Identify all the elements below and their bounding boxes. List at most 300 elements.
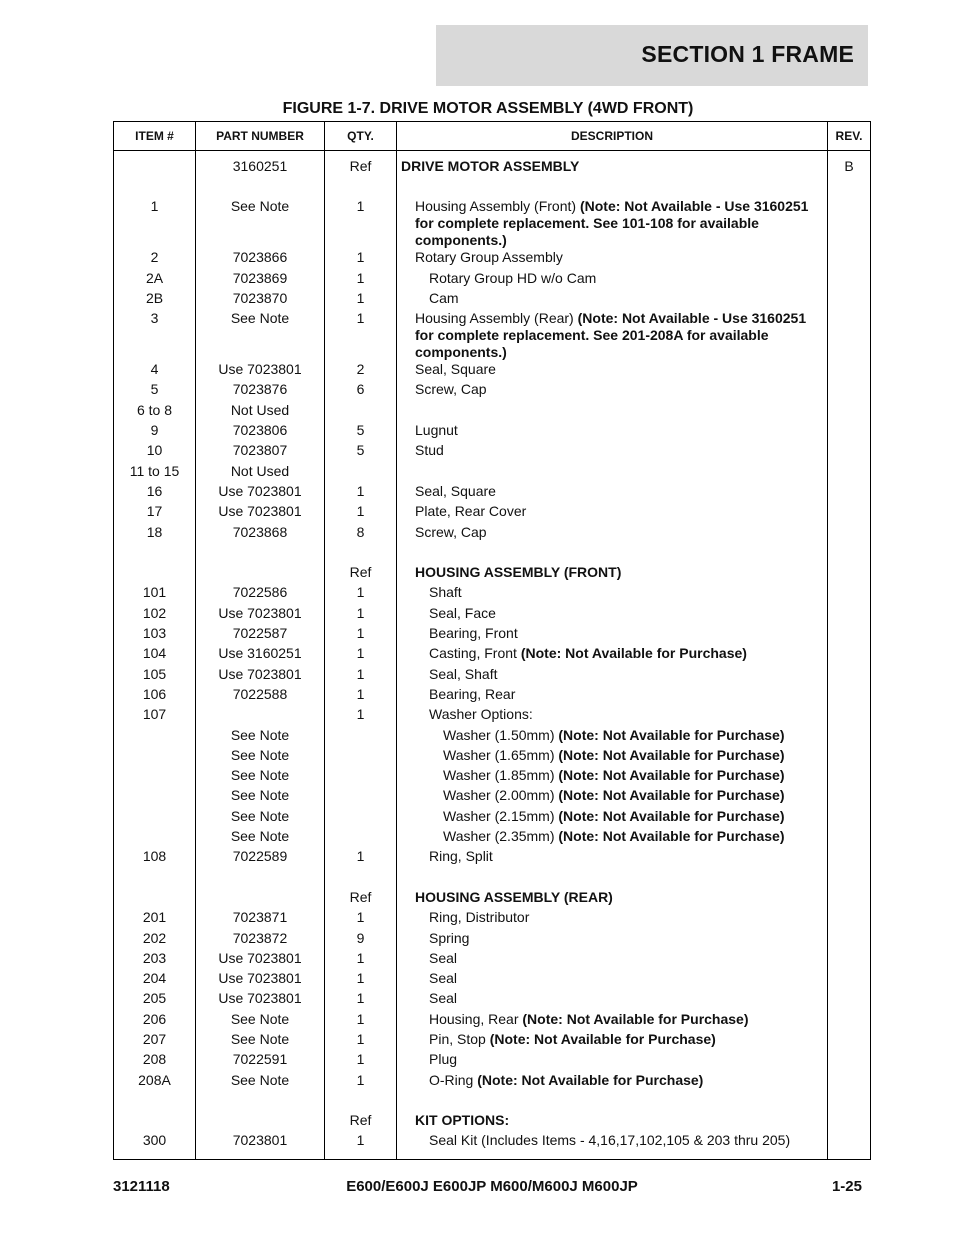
rev-cell	[828, 310, 871, 361]
description-bold: (Note: Not Available for Purchase)	[558, 828, 785, 845]
parts-table-body	[114, 151, 871, 1160]
description-cell	[397, 686, 828, 706]
description-cell	[397, 747, 828, 767]
qty-cell	[325, 747, 397, 767]
description-plain: Washer (1.85mm)	[443, 767, 559, 784]
item-cell	[114, 889, 196, 909]
rev-cell	[828, 990, 871, 1010]
rev-cell	[828, 625, 871, 645]
rev-cell	[828, 828, 871, 848]
description-text	[401, 747, 827, 764]
rev-cell	[828, 747, 871, 767]
part-number-cell: 7023871	[196, 909, 325, 929]
part-number-cell: Use 7023801	[196, 990, 325, 1010]
part-number-cell: 7023801	[196, 1132, 325, 1159]
description-text	[401, 249, 827, 266]
description-plain: Washer (1.50mm)	[443, 726, 559, 743]
description-cell	[397, 950, 828, 970]
description-bold: (Note: Not Available for Purchase)	[558, 787, 785, 804]
table-row	[114, 483, 871, 503]
description-plain: Pin, Stop	[429, 1030, 490, 1047]
qty-cell: 1	[325, 605, 397, 625]
item-cell	[114, 1092, 196, 1112]
description-cell	[397, 402, 828, 422]
description-plain: Washer Options:	[429, 706, 533, 723]
description-cell	[397, 848, 828, 868]
rev-cell	[828, 727, 871, 747]
qty-cell	[325, 178, 397, 198]
table-row	[114, 198, 871, 249]
description-text	[401, 767, 827, 784]
qty-cell: 8	[325, 524, 397, 544]
part-number-cell: 7023870	[196, 290, 325, 310]
description-text	[401, 666, 827, 683]
qty-cell: 1	[325, 270, 397, 290]
qty-cell: 1	[325, 950, 397, 970]
description-text	[401, 1132, 827, 1149]
qty-cell: 1	[325, 990, 397, 1010]
qty-cell: 5	[325, 422, 397, 442]
part-number-cell: 7023876	[196, 381, 325, 401]
description-plain: Washer (2.15mm)	[443, 807, 559, 824]
description-cell	[397, 767, 828, 787]
rev-cell	[828, 463, 871, 483]
table-row	[114, 787, 871, 807]
item-cell: 104	[114, 645, 196, 665]
description-text	[401, 483, 827, 500]
item-cell: 202	[114, 930, 196, 950]
description-bold: (Note: Not Available for Purchase)	[558, 746, 785, 763]
description-text	[401, 270, 827, 287]
column-header-qty: QTY.	[325, 122, 397, 151]
description-cell	[397, 503, 828, 523]
description-cell	[397, 564, 828, 584]
item-cell	[114, 564, 196, 584]
qty-cell: 1	[325, 1072, 397, 1092]
table-row	[114, 524, 871, 544]
description-bold: (Note: Not Available for Purchase)	[477, 1071, 704, 1088]
description-cell	[397, 706, 828, 726]
description-text	[401, 361, 827, 378]
table-row-spacer	[114, 178, 871, 198]
table-row	[114, 381, 871, 401]
rev-cell	[828, 666, 871, 686]
qty-cell: 1	[325, 198, 397, 249]
rev-cell	[828, 787, 871, 807]
part-number-cell: Use 3160251	[196, 645, 325, 665]
qty-cell: 1	[325, 503, 397, 523]
description-text	[401, 564, 827, 581]
part-number-cell	[196, 1092, 325, 1112]
part-number-cell: 7023807	[196, 442, 325, 462]
description-text	[401, 950, 827, 967]
item-cell: 205	[114, 990, 196, 1010]
table-row	[114, 402, 871, 422]
table-row	[114, 1011, 871, 1031]
description-text	[401, 1031, 827, 1048]
rev-cell	[828, 290, 871, 310]
item-cell: 208A	[114, 1072, 196, 1092]
item-cell: 105	[114, 666, 196, 686]
table-row	[114, 270, 871, 290]
item-cell: 18	[114, 524, 196, 544]
description-text	[401, 290, 827, 307]
qty-cell	[325, 787, 397, 807]
description-text	[401, 1072, 827, 1089]
footer-models: E600/E600J E600JP M600/M600J M600JP	[346, 1178, 638, 1195]
qty-cell: Ref	[325, 564, 397, 584]
description-cell	[397, 544, 828, 564]
description-plain: Seal, Square	[415, 361, 496, 378]
description-bold: (Note: Not Available - Use 3160251 for complete replacement. See 101-108 for available components.)	[415, 198, 809, 249]
part-number-cell: See Note	[196, 198, 325, 249]
qty-cell: 1	[325, 706, 397, 726]
table-row	[114, 828, 871, 848]
item-cell: 108	[114, 848, 196, 868]
table-row	[114, 970, 871, 990]
description-cell	[397, 422, 828, 442]
table-header-row	[114, 122, 871, 151]
table-row	[114, 909, 871, 929]
description-text	[401, 442, 827, 459]
description-text	[401, 848, 827, 865]
description-text	[401, 503, 827, 520]
part-number-cell: 7023866	[196, 249, 325, 269]
item-cell: 102	[114, 605, 196, 625]
description-plain: O-Ring	[429, 1071, 478, 1088]
item-cell: 208	[114, 1051, 196, 1071]
description-plain: Spring	[429, 929, 470, 946]
part-number-cell	[196, 706, 325, 726]
description-plain: Washer (2.35mm)	[443, 828, 559, 845]
item-cell: 9	[114, 422, 196, 442]
table-row	[114, 1072, 871, 1092]
description-cell	[397, 290, 828, 310]
description-cell	[397, 605, 828, 625]
item-cell: 204	[114, 970, 196, 990]
description-cell	[397, 483, 828, 503]
description-plain: Cam	[429, 289, 459, 306]
qty-cell: 1	[325, 1031, 397, 1051]
description-text	[401, 808, 827, 825]
description-plain: Screw, Cap	[415, 523, 487, 540]
rev-cell	[828, 564, 871, 584]
table-row-spacer	[114, 544, 871, 564]
part-number-cell: See Note	[196, 767, 325, 787]
description-text	[401, 1051, 827, 1068]
description-cell	[397, 361, 828, 381]
rev-cell	[828, 1112, 871, 1132]
table-row	[114, 808, 871, 828]
table-row	[114, 503, 871, 523]
description-text	[401, 422, 827, 439]
item-cell	[114, 767, 196, 787]
description-cell	[397, 889, 828, 909]
description-plain: Plate, Rear Cover	[415, 503, 527, 520]
part-number-cell	[196, 1112, 325, 1132]
table-row	[114, 584, 871, 604]
rev-cell	[828, 869, 871, 889]
table-row	[114, 686, 871, 706]
table-row	[114, 727, 871, 747]
description-text	[401, 970, 827, 987]
description-plain: Seal Kit (Includes Items - 4,16,17,102,105 & 203 thru 205)	[429, 1132, 791, 1149]
item-cell: 6 to 8	[114, 402, 196, 422]
part-number-cell	[196, 889, 325, 909]
rev-cell	[828, 483, 871, 503]
rev-cell	[828, 848, 871, 868]
part-number-cell: Use 7023801	[196, 483, 325, 503]
description-text	[401, 990, 827, 1007]
table-row	[114, 889, 871, 909]
rev-cell	[828, 422, 871, 442]
table-row	[114, 666, 871, 686]
description-text	[401, 787, 827, 804]
qty-cell: 1	[325, 686, 397, 706]
item-cell: 16	[114, 483, 196, 503]
description-bold: (Note: Not Available - Use 3160251 for complete replacement. See 201-208A for available components.)	[415, 310, 807, 361]
description-text	[401, 605, 827, 622]
item-cell	[114, 1112, 196, 1132]
description-text	[401, 1011, 827, 1028]
description-text	[401, 158, 579, 174]
description-text	[401, 645, 827, 662]
item-cell	[114, 869, 196, 889]
qty-cell: Ref	[325, 1112, 397, 1132]
description-cell	[397, 666, 828, 686]
rev-cell	[828, 402, 871, 422]
description-plain: Seal, Face	[429, 604, 496, 621]
description-bold: HOUSING ASSEMBLY (REAR)	[415, 888, 613, 905]
table-row	[114, 442, 871, 462]
qty-cell	[325, 828, 397, 848]
table-row	[114, 747, 871, 767]
qty-cell	[325, 544, 397, 564]
table-row	[114, 706, 871, 726]
rev-cell	[828, 1031, 871, 1051]
section-title: SECTION 1 FRAME	[641, 41, 854, 67]
table-row-spacer	[114, 869, 871, 889]
description-cell	[397, 1031, 828, 1051]
description-text	[401, 625, 827, 642]
part-number-cell: See Note	[196, 310, 325, 361]
description-cell	[397, 625, 828, 645]
rev-cell	[828, 381, 871, 401]
table-row	[114, 767, 871, 787]
description-cell	[397, 645, 828, 665]
qty-cell	[325, 767, 397, 787]
table-row	[114, 605, 871, 625]
description-cell	[397, 1072, 828, 1092]
description-cell	[397, 1092, 828, 1112]
column-header-rev: REV.	[828, 122, 871, 151]
part-number-cell: 7022589	[196, 848, 325, 868]
description-bold: (Note: Not Available for Purchase)	[558, 807, 785, 824]
item-cell: 203	[114, 950, 196, 970]
part-number-cell: See Note	[196, 828, 325, 848]
qty-cell	[325, 808, 397, 828]
qty-cell: 1	[325, 1132, 397, 1159]
rev-cell	[828, 930, 871, 950]
qty-cell: 1	[325, 625, 397, 645]
description-cell	[397, 249, 828, 269]
description-plain: Seal	[429, 970, 458, 987]
item-cell	[114, 544, 196, 564]
rev-cell	[828, 1051, 871, 1071]
description-plain: Lugnut	[415, 422, 458, 439]
rev-cell	[828, 767, 871, 787]
description-cell	[397, 381, 828, 401]
description-cell	[397, 270, 828, 290]
rev-cell	[828, 524, 871, 544]
part-number-cell: See Note	[196, 808, 325, 828]
description-cell	[397, 178, 828, 198]
description-plain: Bearing, Front	[429, 625, 518, 642]
description-cell	[397, 310, 828, 361]
part-number-cell: 7023869	[196, 270, 325, 290]
description-plain: Plug	[429, 1051, 458, 1068]
part-number-cell: 7022587	[196, 625, 325, 645]
table-row	[114, 310, 871, 361]
description-cell	[397, 1051, 828, 1071]
item-cell: 10	[114, 442, 196, 462]
item-cell: 2B	[114, 290, 196, 310]
part-number-cell	[196, 178, 325, 198]
rev-cell	[828, 808, 871, 828]
item-cell	[114, 808, 196, 828]
qty-cell: 1	[325, 483, 397, 503]
section-header	[436, 25, 868, 86]
item-cell: 300	[114, 1132, 196, 1159]
part-number-cell: See Note	[196, 727, 325, 747]
rev-cell	[828, 270, 871, 290]
rev-cell	[828, 584, 871, 604]
part-number-cell: 7023806	[196, 422, 325, 442]
table-row	[114, 950, 871, 970]
item-cell: 207	[114, 1031, 196, 1051]
description-bold: KIT OPTIONS:	[415, 1112, 510, 1129]
item-cell: 107	[114, 706, 196, 726]
description-plain: Bearing, Rear	[429, 685, 516, 702]
description-plain: Washer (1.65mm)	[443, 746, 559, 763]
qty-cell: 1	[325, 310, 397, 361]
description-plain: Housing, Rear	[429, 1010, 523, 1027]
part-number-cell: See Note	[196, 747, 325, 767]
table-row	[114, 361, 871, 381]
description-text	[401, 381, 827, 398]
part-number-cell: Use 7023801	[196, 605, 325, 625]
table-row	[114, 249, 871, 269]
description-cell	[397, 727, 828, 747]
table-row	[114, 1051, 871, 1071]
table-row	[114, 290, 871, 310]
qty-cell: 1	[325, 1051, 397, 1071]
description-plain: Screw, Cap	[415, 381, 487, 398]
description-cell	[397, 151, 828, 179]
description-plain: Rotary Group HD w/o Cam	[429, 269, 597, 286]
rev-cell	[828, 686, 871, 706]
qty-cell	[325, 402, 397, 422]
description-cell	[397, 198, 828, 249]
table-row	[114, 463, 871, 483]
part-number-cell	[196, 869, 325, 889]
description-text	[401, 1112, 827, 1129]
item-cell: 2	[114, 249, 196, 269]
item-cell: 201	[114, 909, 196, 929]
part-number-cell: Use 7023801	[196, 950, 325, 970]
qty-cell	[325, 869, 397, 889]
footer-page-number: 1-25	[831, 1178, 862, 1195]
qty-cell: 5	[325, 442, 397, 462]
qty-cell: Ref	[325, 889, 397, 909]
description-text	[401, 310, 827, 361]
description-plain: Washer (2.00mm)	[443, 787, 559, 804]
qty-cell: 1	[325, 645, 397, 665]
part-number-cell: See Note	[196, 787, 325, 807]
description-cell	[397, 828, 828, 848]
item-cell: 17	[114, 503, 196, 523]
rev-cell	[828, 249, 871, 269]
part-number-cell: Use 7023801	[196, 361, 325, 381]
description-text	[401, 524, 827, 541]
part-number-cell: See Note	[196, 1031, 325, 1051]
description-cell	[397, 869, 828, 889]
rev-cell	[828, 970, 871, 990]
description-cell	[397, 970, 828, 990]
part-number-cell: See Note	[196, 1011, 325, 1031]
rev-cell	[828, 706, 871, 726]
item-cell	[114, 151, 196, 179]
item-cell	[114, 828, 196, 848]
item-cell	[114, 178, 196, 198]
qty-cell	[325, 463, 397, 483]
item-cell: 5	[114, 381, 196, 401]
part-number-cell: See Note	[196, 1072, 325, 1092]
description-cell	[397, 787, 828, 807]
description-bold: DRIVE MOTOR ASSEMBLY	[401, 158, 580, 174]
rev-cell	[828, 503, 871, 523]
item-cell: 11 to 15	[114, 463, 196, 483]
qty-cell: 1	[325, 249, 397, 269]
description-cell	[397, 442, 828, 462]
item-cell	[114, 727, 196, 747]
table-row	[114, 625, 871, 645]
part-number-cell	[196, 564, 325, 584]
description-plain: Seal, Shaft	[429, 665, 498, 682]
description-text	[401, 930, 827, 947]
qty-cell	[325, 727, 397, 747]
description-text	[401, 828, 827, 845]
rev-cell	[828, 361, 871, 381]
qty-cell: 2	[325, 361, 397, 381]
qty-cell	[325, 1092, 397, 1112]
rev-cell: B	[828, 151, 871, 179]
description-cell	[397, 584, 828, 604]
item-cell: 1	[114, 198, 196, 249]
table-row	[114, 645, 871, 665]
description-text	[401, 584, 827, 601]
qty-cell: 9	[325, 930, 397, 950]
description-bold: (Note: Not Available for Purchase)	[558, 726, 785, 743]
table-row	[114, 151, 871, 179]
rev-cell	[828, 178, 871, 198]
description-bold: (Note: Not Available for Purchase)	[558, 767, 785, 784]
description-plain: Housing Assembly (Rear)	[415, 310, 578, 327]
table-row	[114, 1031, 871, 1051]
rev-cell	[828, 198, 871, 249]
description-plain: Stud	[415, 442, 444, 459]
description-cell	[397, 524, 828, 544]
